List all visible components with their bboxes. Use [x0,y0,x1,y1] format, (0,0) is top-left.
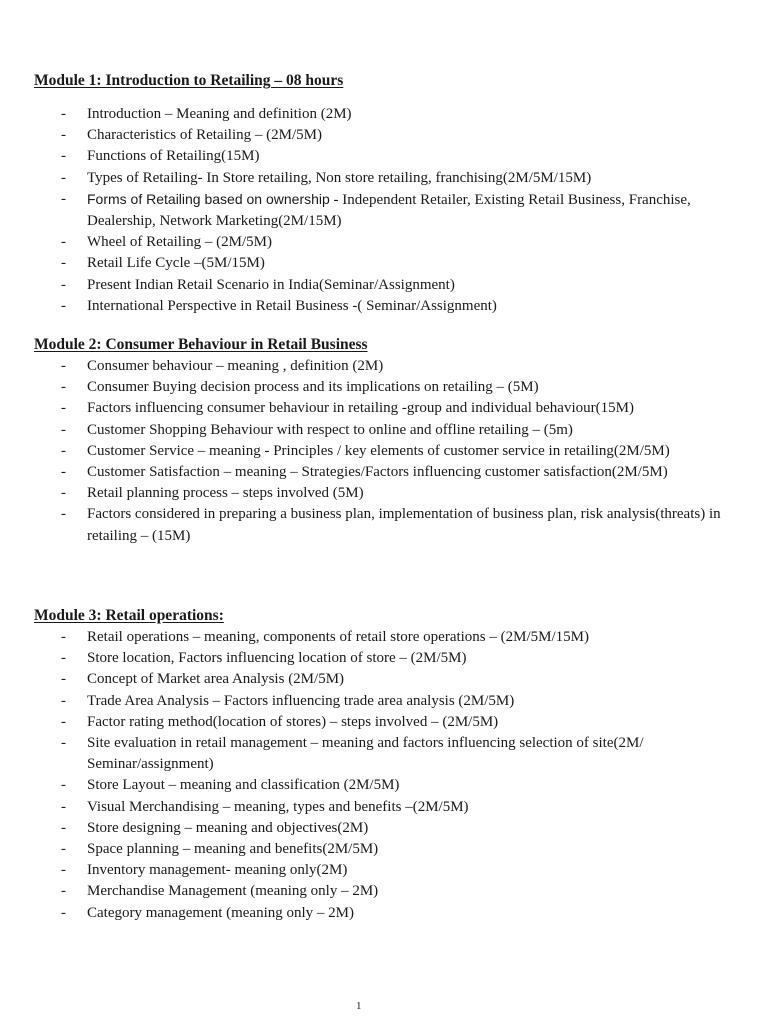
bullet-dash: - [61,255,66,272]
list-item: - Site evaluation in retail management – meaning and factors influencing selection of site(2M/ Seminar/assignment) [61,735,644,773]
list-item: - Forms of Retailing based on ownership - Independent Retailer, Existing Retail Business, Franchise, Dealership, Network Marketing(2M/15M) [61,190,691,230]
bullet-dash: - [61,400,66,417]
bullet-dash: - [61,127,66,144]
bullet-dash: - [61,464,66,481]
list-item: - Factors considered in preparing a business plan, implementation of business plan, risk analysis(threats) in retailing – (15M) [61,506,721,544]
module-3-items [0,627,768,924]
list-item: - Trade Area Analysis – Factors influencing trade area analysis (2M/5M) [0,691,768,712]
list-item: - Introduction – Meaning and definition (2M) [0,104,768,125]
bullet-dash: - [61,713,66,730]
bullet-dash: - [61,297,66,314]
bullet-dash: - [61,358,66,374]
bullet-dash: - [61,169,66,186]
list-item: - Customer Satisfaction – meaning – Strategies/Factors influencing customer satisfaction(2M/5M) [0,462,768,483]
list-item: - Store designing – meaning and objectives(2M) [0,818,768,839]
list-item: - Retail planning process – steps involved (5M) [0,483,768,504]
bullet-dash: - [61,841,66,858]
bullet-dash: - [61,629,66,645]
list-item: - Store Layout – meaning and classification (2M/5M) [0,775,768,796]
bullet-dash: - [61,798,66,815]
bullet-dash: - [61,106,66,122]
bullet-dash: - [61,234,66,251]
module-1-items [0,104,768,317]
bullet-dash: - [61,671,66,688]
bullet-dash: - [61,819,66,836]
bullet-dash: - [61,692,66,709]
list-item: - Wheel of Retailing – (2M/5M) [0,232,768,253]
module-2-heading: Module 2: Consumer Behaviour in Retail Business [34,336,368,353]
module-2-items [0,356,768,547]
page-number: 1 [356,1000,362,1012]
list-item: - Merchandise Management (meaning only – 2M) [0,881,768,902]
bullet-dash: - [61,442,66,459]
list-item: - Factors influencing consumer behaviour in retailing -group and individual behaviour(15M) [0,398,768,419]
list-item: - Concept of Market area Analysis (2M/5M) [0,669,768,690]
bullet-dash: - [61,421,66,438]
list-item: - Types of Retailing- In Store retailing, Non store retailing, franchising(2M/5M/15M) [0,168,768,189]
list-item: - Present Indian Retail Scenario in India(Seminar/Assignment) [0,275,768,296]
bullet-dash: - [61,485,66,502]
module-3-heading: Module 3: Retail operations: [34,607,224,624]
list-item: - Factor rating method(location of stores) – steps involved – (2M/5M) [0,712,768,733]
list-item: - Retail operations – meaning, components of retail store operations – (2M/5M/15M) [0,627,768,648]
list-item: - Characteristics of Retailing – (2M/5M) [0,125,768,146]
list-item: - Customer Service – meaning - Principles / key elements of customer service in retailing(2M/5M) [0,441,768,462]
bullet-dash: - [61,506,66,523]
list-item: - Visual Merchandising – meaning, types and benefits –(2M/5M) [0,797,768,818]
list-item: - Space planning – meaning and benefits(2M/5M) [0,839,768,860]
list-item: - Consumer Buying decision process and its implications on retailing – (5M) [0,377,768,398]
list-item: - Category management (meaning only – 2M) [0,903,768,924]
bullet-dash: - [61,276,66,293]
bullet-dash: - [61,190,66,207]
bullet-dash: - [61,883,66,900]
bullet-dash: - [61,148,66,165]
bullet-dash: - [61,735,66,752]
bullet-dash: - [61,650,66,667]
list-item: - Customer Shopping Behaviour with respect to online and offline retailing – (5m) [0,420,768,441]
bullet-dash: - [61,862,66,879]
list-item: - Retail Life Cycle –(5M/15M) [0,253,768,274]
bullet-dash: - [61,777,66,794]
bullet-dash: - [61,904,66,921]
bullet-dash: - [61,379,66,396]
list-item: - Functions of Retailing(15M) [0,146,768,167]
list-item: - Consumer behaviour – meaning , definition (2M) [0,356,768,377]
list-item: - Inventory management- meaning only(2M) [0,860,768,881]
list-item: - International Perspective in Retail Business -( Seminar/Assignment) [0,296,768,317]
list-item: - Store location, Factors influencing location of store – (2M/5M) [0,648,768,669]
module-1-heading: Module 1: Introduction to Retailing – 08 hours [34,72,344,89]
